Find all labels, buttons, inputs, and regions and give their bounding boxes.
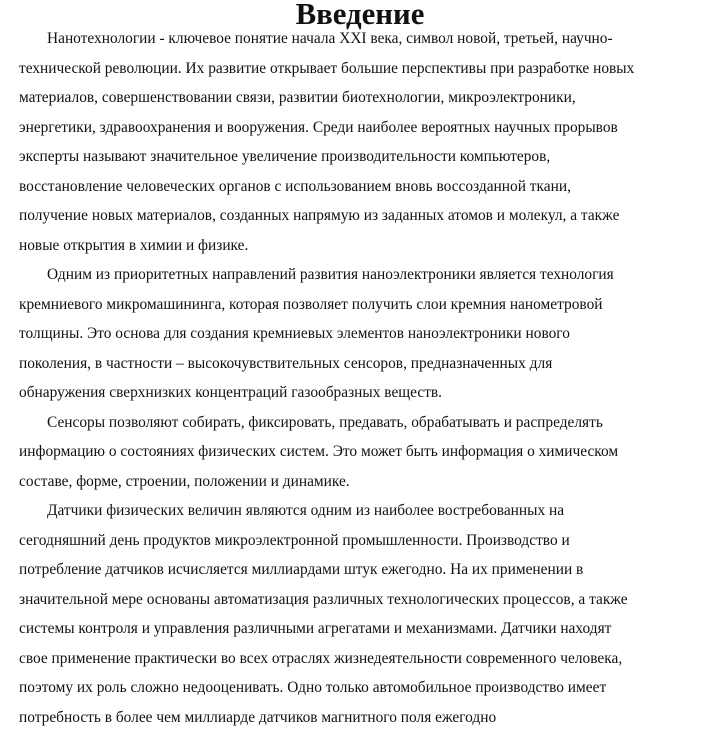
paragraph-1 [19, 24, 701, 260]
text-line: обнаружения сверхнизких концентраций газообразных веществ. [19, 384, 443, 401]
text-line: технической революции. Их развитие открывает большие перспективы при разработке новых [19, 59, 635, 77]
text-line: информацию о состояниях физических систем. Это может быть информация о химическом [19, 443, 619, 460]
paragraph-2 [19, 260, 701, 408]
text-line: потребность в более чем миллиарде датчиков магнитного поля ежегодно [19, 708, 497, 726]
text-line: свое применение практически во всех отраслях жизнедеятельности современного человека, [19, 649, 623, 667]
text-line: Одним из приоритетных направлений развития наноэлектроники является технология [47, 266, 614, 283]
text-line: толщины. Это основа для создания кремниевых элементов наноэлектроники нового [19, 325, 570, 342]
text-line: системы контроля и управления различными агрегатами и механизмами. Датчики находят [19, 620, 612, 637]
text-line: Датчики физических величин являются одним из наиболее востребованных на [47, 502, 565, 519]
document-title: Введение [295, 0, 425, 31]
text-line: Сенсоры позволяют собирать, фиксировать, предавать, обрабатывать и распределять [47, 413, 603, 431]
paragraph-4 [19, 496, 701, 732]
text-line: материалов, совершенствовании связи, развитии биотехнологии, микроэлектроники, [19, 89, 576, 106]
text-line: поколения, в частности – высокочувствительных сенсоров, предназначенных для [19, 354, 553, 372]
text-line: получение новых материалов, созданных напрямую из заданных атомов и молекул, а также [19, 207, 620, 224]
text-line: составе, форме, строении, положении и динамике. [19, 472, 350, 490]
text-line: новые открытия в химии и физике. [19, 236, 249, 254]
text-line: эксперты называют значительное увеличение производительности компьютеров, [19, 148, 551, 165]
text-line: Нанотехнологии - ключевое понятие начала XXI века, символ новой, третьей, научно- [47, 30, 613, 47]
text-line: энергетики, здравоохранения и вооружения. Среди наиболее вероятных научных прорывов [19, 118, 618, 136]
text-line: потребление датчиков исчисляется миллиардами штук ежегодно. На их применении в [19, 561, 584, 578]
text-line: сегодняшний день продуктов микроэлектронной промышленности. Производство и [19, 531, 570, 549]
text-line: значительной мере основаны автоматизация различных технологических процессов, а также [19, 590, 628, 608]
text-line: кремниевого микромашининга, которая позволяет получить слои кремния нанометровой [19, 295, 603, 313]
text-line: восстановление человеческих органов с использованием вновь воссозданной ткани, [19, 177, 571, 195]
text-line: поэтому их роль сложно недооценивать. Одно только автомобильное производство имеет [19, 679, 607, 696]
paragraph-3 [19, 408, 701, 497]
